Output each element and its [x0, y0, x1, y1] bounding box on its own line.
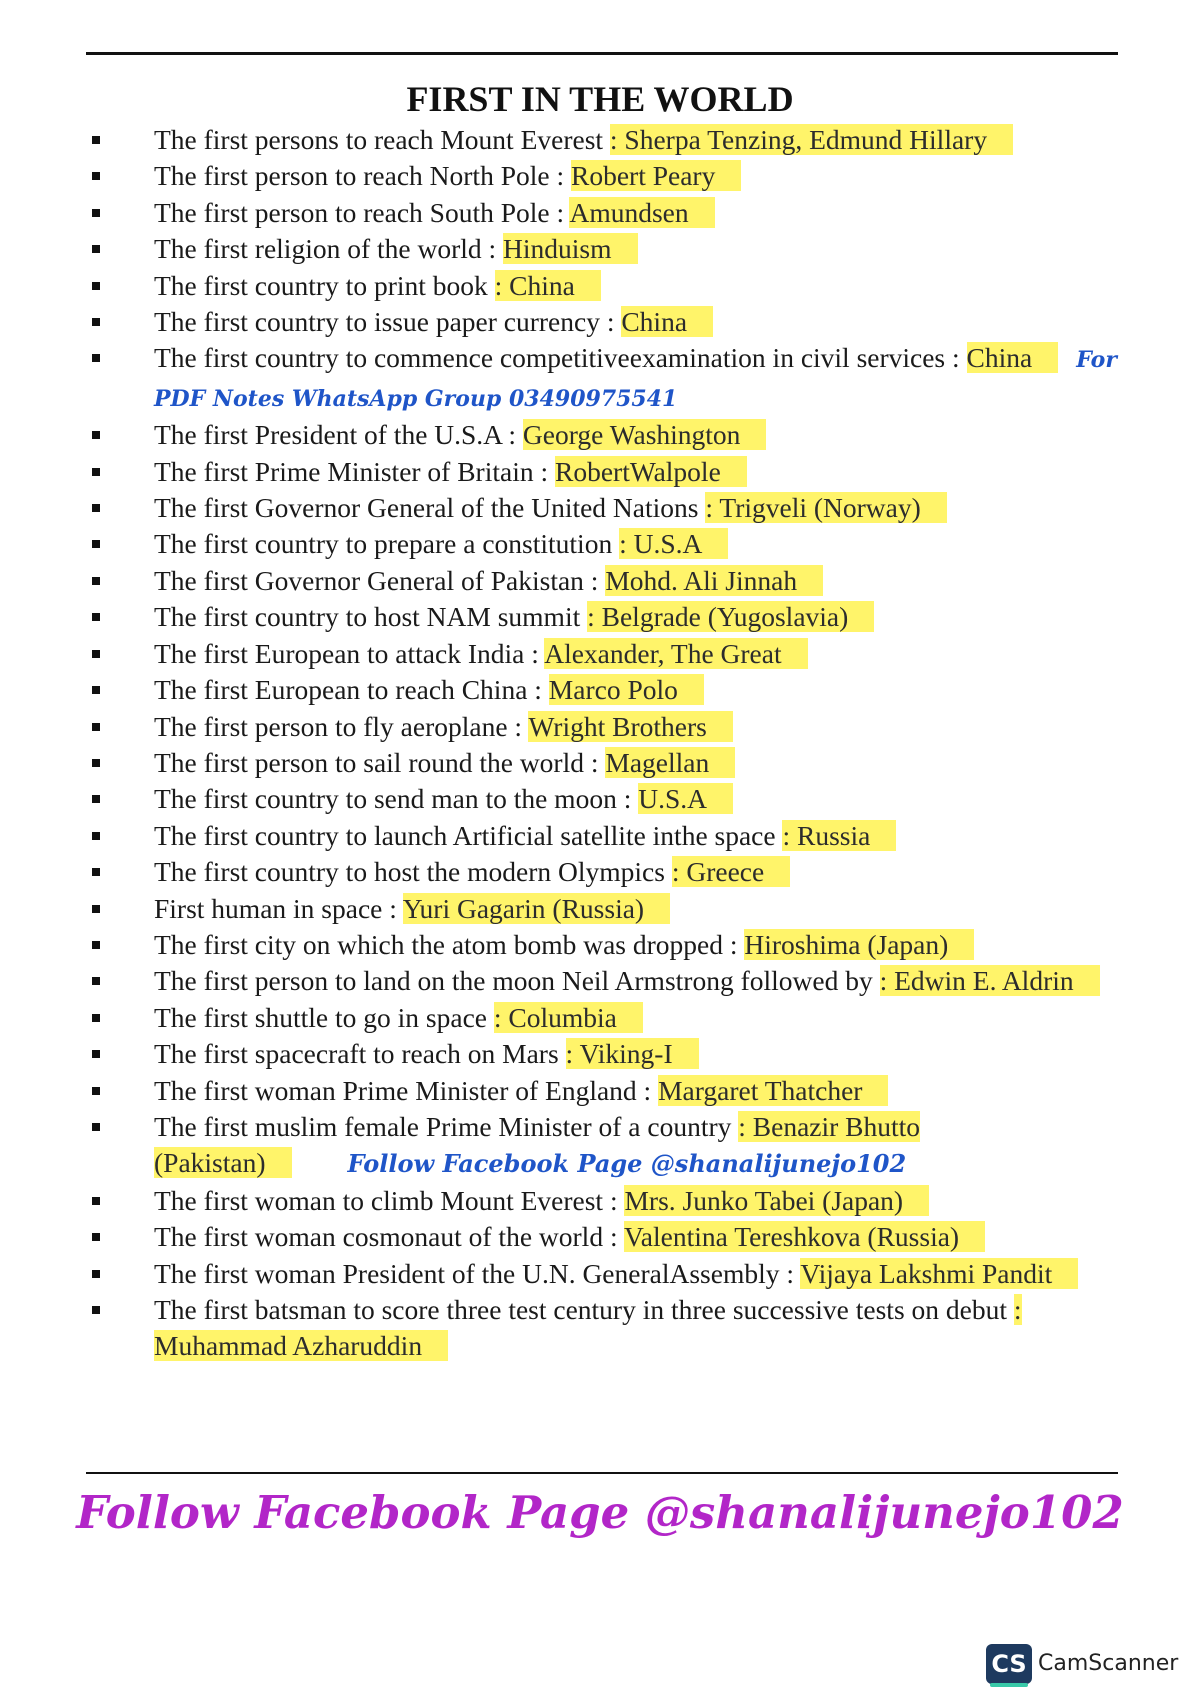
fact-answer: : Sherpa Tenzing, Edmund Hillary: [610, 124, 1013, 155]
fact-answer: George Washington: [523, 419, 767, 450]
fact-question: First human in space :: [154, 892, 403, 924]
bullet-icon: [92, 686, 100, 694]
fact-question: The first person to sail round the world :: [154, 746, 606, 778]
bullet-icon: [92, 504, 100, 512]
bullet-icon: [92, 1233, 100, 1241]
top-rule: [86, 52, 1118, 55]
bullet-icon: [92, 977, 100, 985]
bullet-icon: [92, 540, 100, 548]
bullet-icon: [92, 868, 100, 876]
list-item: [86, 340, 1118, 417]
list-item: [86, 1292, 1118, 1365]
list-item: [86, 122, 1118, 158]
fact-answer: Robert Peary: [571, 160, 741, 191]
list-item: [86, 599, 1118, 635]
fact-question: The first woman Prime Minister of England :: [154, 1074, 659, 1106]
fact-answer: Magellan: [605, 747, 735, 778]
fact-answer: : China: [495, 270, 601, 301]
camscanner-logo-icon: CS: [986, 1644, 1032, 1684]
fact-answer: : U.S.A: [619, 528, 728, 559]
bullet-icon: [92, 613, 100, 621]
fact-question: The first country to commence competitiveexamination in civil services :: [154, 342, 967, 374]
bullet-icon: [92, 468, 100, 476]
bullet-icon: [92, 577, 100, 585]
footer-banner: Follow Facebook Page @shanalijunejo102: [76, 1486, 1124, 1539]
bullet-icon: [92, 1014, 100, 1022]
fact-answer: Hiroshima (Japan): [744, 929, 974, 960]
fact-question: The first person to reach South Pole :: [154, 196, 570, 228]
fact-answer: U.S.A: [638, 783, 733, 814]
list-item: [86, 526, 1118, 562]
list-item: [86, 268, 1118, 304]
fact-question: The first woman to climb Mount Everest :: [154, 1184, 625, 1216]
fact-question: The first batsman to score three test century in three successive tests on debut: [154, 1294, 1014, 1325]
fact-answer: Hinduism: [503, 233, 637, 264]
fact-question: The first person to land on the moon Neil Armstrong followed by: [154, 965, 880, 997]
bullet-icon: [92, 136, 100, 144]
fact-question: The first religion of the world :: [154, 233, 504, 265]
promo-note: Follow Facebook Page @shanalijunejo102: [347, 1149, 907, 1179]
page-title: FIRST IN THE WORLD: [406, 79, 794, 119]
fact-answer: : Muhammad Azharuddin: [154, 1294, 1022, 1362]
fact-answer: : Trigveli (Norway): [705, 492, 946, 523]
bullet-icon: [92, 1087, 100, 1095]
fact-question: The first country to send man to the moon :: [154, 783, 639, 815]
list-item: [86, 891, 1118, 927]
list-item: [86, 454, 1118, 490]
fact-question: The first woman cosmonaut of the world :: [154, 1221, 624, 1253]
fact-answer: Mohd. Ali Jinnah: [605, 565, 823, 596]
fact-question: The first spacecraft to reach on Mars: [154, 1038, 566, 1070]
bullet-icon: [92, 245, 100, 253]
list-item: [86, 195, 1118, 231]
fact-question: The first country to host the modern Olympics: [154, 856, 672, 888]
list-item: [86, 231, 1118, 267]
fact-answer: Vijaya Lakshmi Pandit: [800, 1258, 1078, 1289]
list-item: [86, 1109, 1118, 1183]
list-item: [86, 1000, 1118, 1036]
fact-question: The first person to reach North Pole :: [154, 160, 571, 192]
fact-answer: : Belgrade (Yugoslavia): [587, 601, 874, 632]
bullet-icon: [92, 1270, 100, 1278]
fact-question: The first Governor General of the United Nations: [154, 492, 706, 524]
fact-answer: Margaret Thatcher: [658, 1075, 888, 1106]
fact-answer: : Benazir Bhutto (Pakistan): [154, 1110, 921, 1179]
fact-question: The first muslim female Prime Minister of a country: [154, 1110, 739, 1142]
bullet-icon: [92, 905, 100, 913]
fact-question: The first country to host NAM summit: [154, 601, 588, 633]
fact-question: The first country to print book: [154, 269, 495, 301]
list-item: [86, 490, 1118, 526]
list-item: [86, 672, 1118, 708]
fact-answer: Mrs. Junko Tabei (Japan): [624, 1185, 929, 1216]
fact-question: The first Governor General of Pakistan :: [154, 564, 606, 596]
list-item: [86, 745, 1118, 781]
fact-question: The first country to launch Artificial satellite inthe space: [154, 819, 783, 851]
bullet-icon: [92, 209, 100, 217]
fact-question: The first President of the U.S.A :: [154, 419, 523, 451]
list-item: [86, 304, 1118, 340]
list-item: [86, 417, 1118, 453]
list-item: [86, 636, 1118, 672]
fact-question: The first city on which the atom bomb was dropped :: [154, 928, 745, 960]
bullet-icon: [92, 354, 100, 362]
fact-answer: : Edwin E. Aldrin: [880, 965, 1100, 996]
fact-answer: : Russia: [782, 820, 896, 851]
promo-note: For PDF Notes WhatsApp Group 03490975541: [154, 347, 1117, 412]
fact-answer: China: [621, 306, 713, 337]
list-item: [86, 1256, 1118, 1292]
fact-question: The first shuttle to go in space: [154, 1001, 494, 1033]
bullet-icon: [92, 832, 100, 840]
fact-question: The first person to fly aeroplane :: [154, 710, 529, 742]
list-item: [86, 818, 1118, 854]
list-item: [86, 927, 1118, 963]
fact-answer: Valentina Tereshkova (Russia): [624, 1221, 985, 1252]
fact-question: The first Prime Minister of Britain :: [154, 455, 555, 487]
fact-question: The first European to reach China :: [154, 674, 549, 706]
fact-answer: China: [967, 342, 1059, 373]
fact-answer: Alexander, The Great: [544, 638, 807, 669]
bullet-icon: [92, 1197, 100, 1205]
fact-answer: RobertWalpole: [555, 456, 747, 487]
list-item: [86, 963, 1118, 999]
bullet-icon: [92, 431, 100, 439]
bullet-icon: [92, 759, 100, 767]
bullet-icon: [92, 282, 100, 290]
list-item: [86, 1219, 1118, 1255]
list-item: [86, 1183, 1118, 1219]
bullet-icon: [92, 1123, 100, 1131]
fact-question: The first European to attack India :: [154, 637, 545, 669]
bullet-icon: [92, 1306, 100, 1314]
bullet-icon: [92, 723, 100, 731]
fact-answer: : Greece: [672, 856, 790, 887]
list-item: [86, 854, 1118, 890]
bullet-icon: [92, 318, 100, 326]
list-item: [86, 781, 1118, 817]
bullet-icon: [92, 795, 100, 803]
list-item: [86, 1036, 1118, 1072]
fact-question: The first country to issue paper currency :: [154, 306, 622, 338]
facts-list: [86, 122, 1118, 1365]
list-item: [86, 1073, 1118, 1109]
fact-question: The first country to prepare a constitution: [154, 528, 620, 560]
fact-answer: Amundsen: [569, 197, 714, 228]
camscanner-label: CamScanner: [1038, 1651, 1179, 1676]
bottom-rule: [86, 1472, 1118, 1474]
fact-answer: Yuri Gagarin (Russia): [403, 893, 670, 924]
bullet-icon: [92, 941, 100, 949]
fact-answer: Marco Polo: [549, 674, 704, 705]
bullet-icon: [92, 172, 100, 180]
fact-question: The first persons to reach Mount Everest: [154, 124, 610, 155]
list-item: [86, 158, 1118, 194]
bullet-icon: [92, 650, 100, 658]
fact-answer: Wright Brothers: [528, 711, 732, 742]
list-item: [86, 563, 1118, 599]
fact-question: The first woman President of the U.N. GeneralAssembly :: [154, 1257, 801, 1289]
fact-answer: : Viking-I: [566, 1038, 699, 1069]
bullet-icon: [92, 1050, 100, 1058]
fact-answer: : Columbia: [494, 1002, 643, 1033]
list-item: [86, 709, 1118, 745]
